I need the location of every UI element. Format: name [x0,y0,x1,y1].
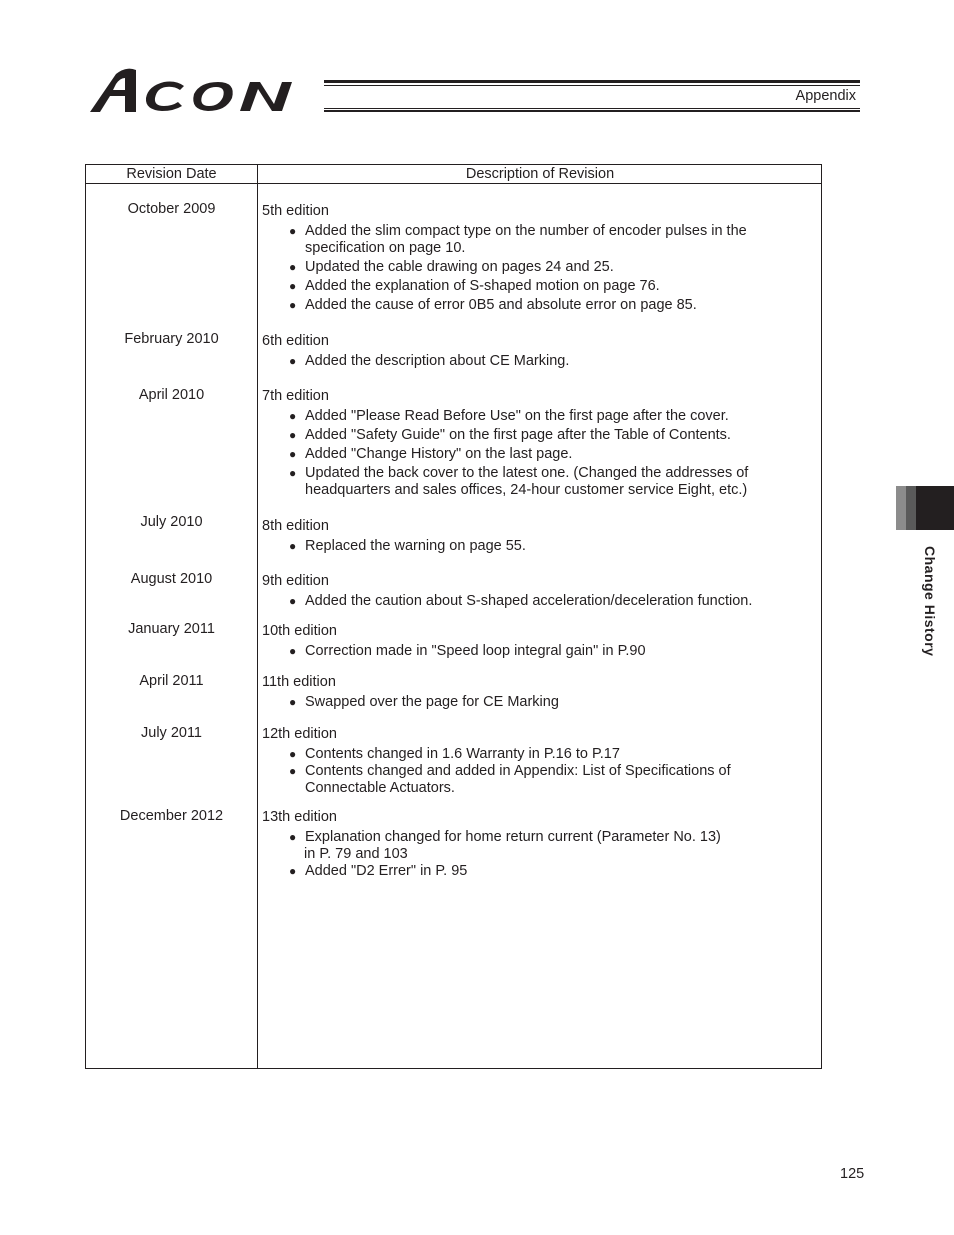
bullet-icon: ● [289,298,297,312]
revision-entry [262,572,812,610]
header-description: Description of Revision [465,166,615,182]
column-divider [257,165,258,1068]
list-item: ● Explanation changed for home return current (Parameter No. 13) in P. 79 and 103 [289,829,721,862]
page-number: 125 [840,1166,865,1182]
header-revision-date: Revision Date [126,166,217,182]
acon-logo [88,64,328,116]
revision-entry [262,332,812,370]
list-item: ● Replaced the warning on page 55. [289,538,526,554]
bullet-icon: ● [289,428,297,442]
list-item: ● Updated the cable drawing on pages 24 and 25. [289,259,614,275]
bullet-icon: ● [289,644,297,658]
edition-label: 6th edition [262,333,329,349]
revision-entry [262,808,812,880]
bullet-icon: ● [289,594,297,608]
edition-label: 13th edition [262,809,337,825]
side-tab-label: Change History [922,546,938,657]
revision-date: October 2009 [127,201,216,217]
revision-date: August 2010 [130,571,213,587]
list-item: ● Swapped over the page for CE Marking [289,694,559,710]
list-item: ● Added "Safety Guide" on the first page after the Table of Contents. [289,427,731,443]
bullet-icon: ● [289,864,297,878]
bullet-icon: ● [289,279,297,293]
edition-label: 12th edition [262,726,337,742]
revision-entry [262,673,812,711]
edition-label: 11th edition [262,674,336,690]
bullet-icon: ● [289,764,297,778]
revision-table [85,164,822,1069]
revision-entry [262,725,812,797]
bullet-icon: ● [289,830,297,844]
list-item: ● Added "Change History" on the last page. [289,446,573,462]
revision-date: December 2012 [119,808,224,824]
bullet-icon: ● [289,747,297,761]
list-item: ● Added the slim compact type on the number of encoder pulses in the specification on page 10. [289,223,747,256]
list-item: ● Added the cause of error 0B5 and absolute error on page 85. [289,297,697,313]
revision-date: July 2011 [141,725,202,741]
bullet-icon: ● [289,447,297,461]
list-item: ● Contents changed in 1.6 Warranty in P.16 to P.17 [289,746,620,762]
revision-entry [262,387,812,499]
list-item: ● Correction made in "Speed loop integral gain" in P.90 [289,643,646,659]
bullet-icon: ● [289,354,297,368]
revision-entry [262,202,812,314]
list-item: ● Contents changed and added in Appendix: List of Specifications of Connectable Actuators. [289,763,731,796]
list-item: ● Added "D2 Errer" in P. 95 [289,863,468,879]
bullet-icon: ● [289,695,297,709]
header-divider [86,183,821,184]
edition-label: 8th edition [262,518,329,534]
list-item: ● Added the description about CE Marking. [289,353,570,369]
list-item: ● Updated the back cover to the latest one. (Changed the addresses of headquarters and sales offices, 24-hour customer service Eight, etc.) [289,465,749,498]
revision-date: February 2010 [124,331,219,347]
list-item: ● Added "Please Read Before Use" on the first page after the cover. [289,408,729,424]
revision-date: July 2010 [140,514,203,530]
header-rules [324,80,860,112]
bullet-icon: ● [289,260,297,274]
bullet-icon: ● [289,224,297,238]
edition-label: 9th edition [262,573,329,589]
revision-date: April 2010 [138,387,205,403]
bullet-icon: ● [289,539,297,553]
edition-label: 7th edition [262,388,329,404]
bullet-icon: ● [289,466,297,480]
revision-entry [262,622,812,660]
revision-date: April 2011 [139,673,204,689]
revision-date: January 2011 [128,621,215,637]
edition-label: 10th edition [262,623,337,639]
list-item: ● Added the caution about S-shaped acceleration/deceleration function. [289,593,753,609]
edition-label: 5th edition [262,203,329,219]
bullet-icon: ● [289,409,297,423]
chapter-tab-marker [896,486,954,530]
list-item: ● Added the explanation of S-shaped motion on page 76. [289,278,660,294]
revision-entry [262,517,812,555]
section-label: Appendix [795,88,856,104]
